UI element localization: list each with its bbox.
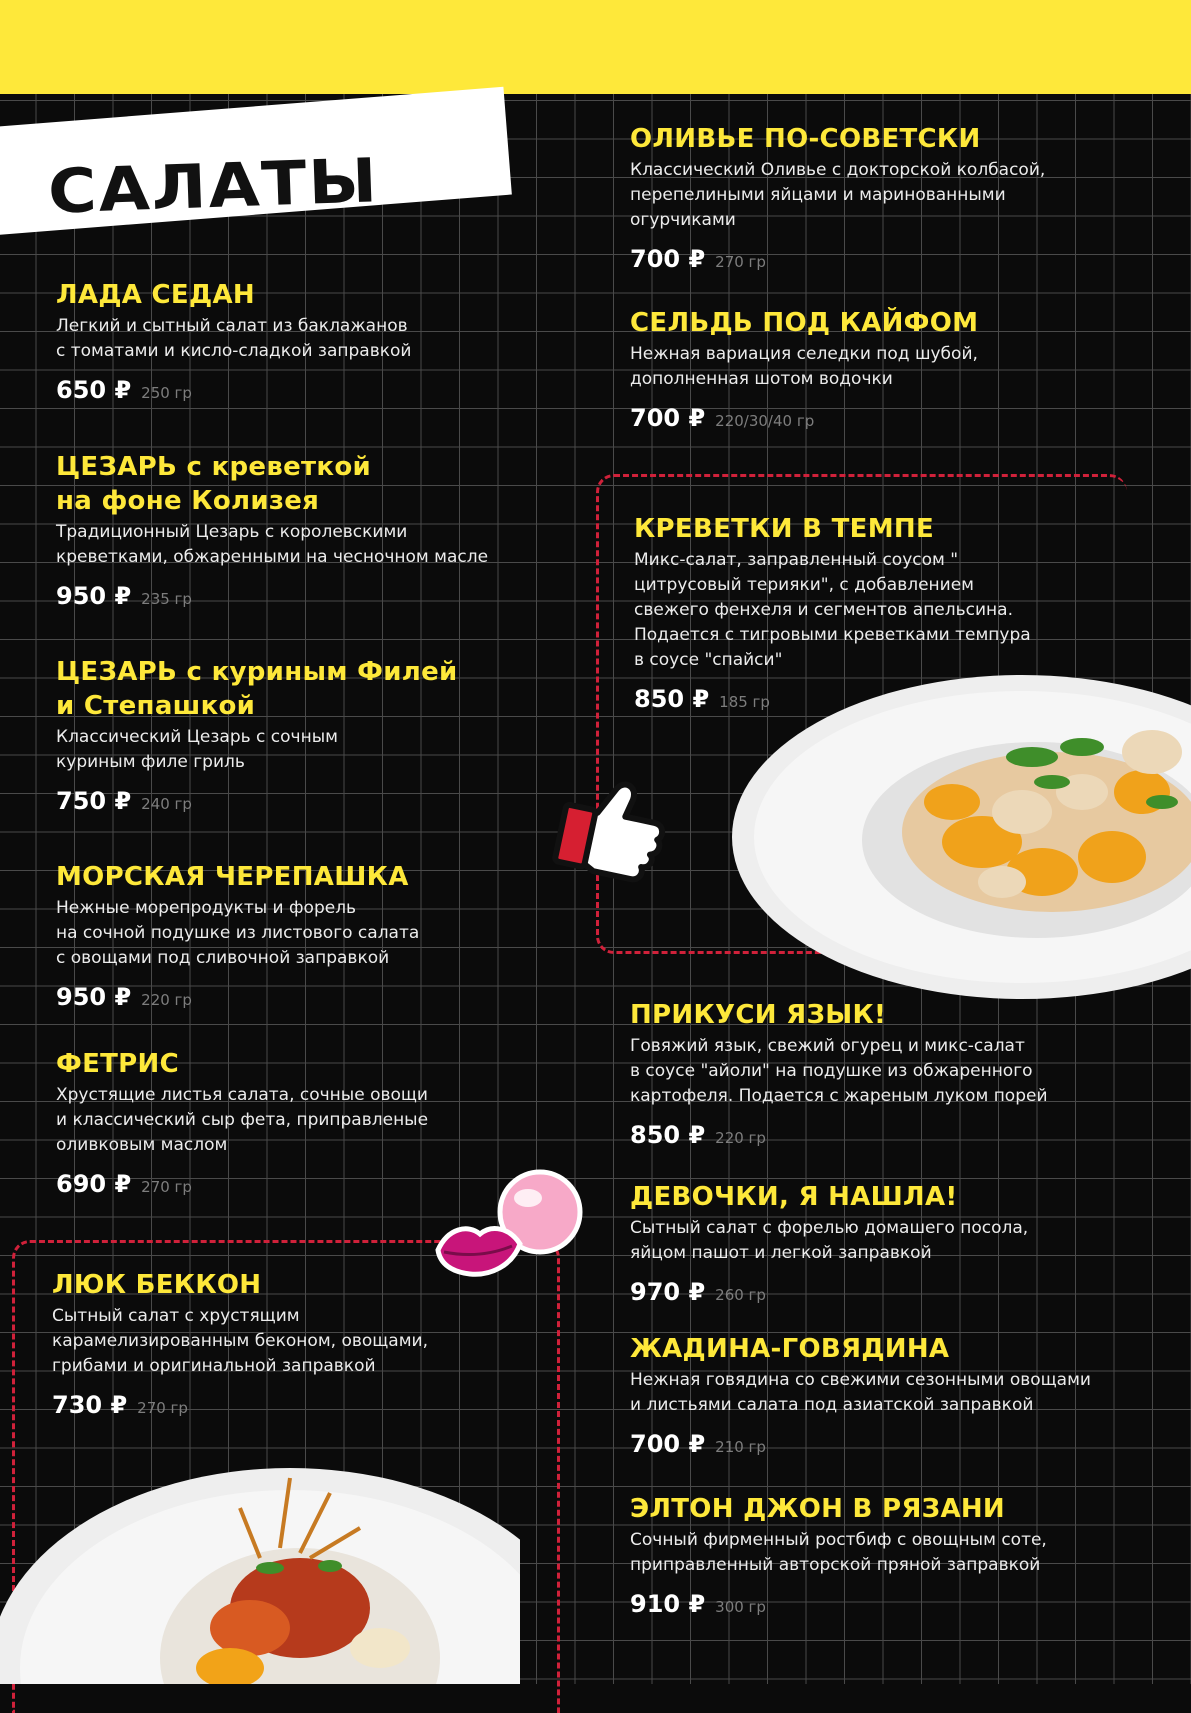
menu-item [630, 1180, 1170, 1306]
menu-item [630, 1492, 1170, 1618]
item-name [630, 1332, 1180, 1366]
item-price: 730 ₽ [52, 1391, 128, 1419]
item-price: 650 ₽ [56, 376, 132, 404]
item-desc-line: грибами и оригинальной заправкой [52, 1356, 376, 1376]
item-desc-line: Говяжий язык, свежий огурец и микс-салат [630, 1036, 1025, 1056]
item-price: 700 ₽ [630, 245, 706, 273]
price-row [630, 404, 1170, 432]
item-weight: 220 гр [715, 1129, 766, 1147]
item-desc-line: куриным филе гриль [56, 752, 245, 772]
item-name [630, 1492, 1170, 1526]
item-desc-line: картофеля. Подается с жареным луком порей [630, 1086, 1048, 1106]
item-desc-line: Нежная вариация селедки под шубой, [630, 344, 978, 364]
item-desc-line: в соусе "айоли" на подушке из обжаренного [630, 1061, 1033, 1081]
item-name-line: и Степашкой [56, 691, 256, 721]
item-desc-line: с овощами под сливочной заправкой [56, 948, 390, 968]
item-description [56, 520, 596, 570]
menu-item [630, 122, 1170, 273]
menu-item [56, 278, 576, 404]
item-weight: 235 гр [141, 590, 192, 608]
item-price: 750 ₽ [56, 787, 132, 815]
item-desc-line: Легкий и сытный салат из баклажанов [56, 316, 408, 336]
item-desc-line: Классический Цезарь с сочным [56, 727, 338, 747]
item-desc-line: приправленный авторской пряной заправкой [630, 1555, 1041, 1575]
price-row [630, 1590, 1170, 1618]
item-name [634, 512, 1134, 546]
item-desc-line: с томатами и кисло-сладкой заправкой [56, 341, 412, 361]
item-name-line: ЭЛТОН ДЖОН В РЯЗАНИ [630, 1494, 1005, 1524]
item-weight: 220/30/40 гр [715, 412, 815, 430]
item-desc-line: Хрустящие листья салата, сочные овощи [56, 1085, 428, 1105]
item-weight: 240 гр [141, 795, 192, 813]
item-name-line: ЖАДИНА-ГОВЯДИНА [630, 1334, 950, 1364]
item-price: 690 ₽ [56, 1170, 132, 1198]
item-price: 910 ₽ [630, 1590, 706, 1618]
item-weight: 185 гр [719, 693, 770, 711]
item-name [56, 278, 576, 312]
item-name-line: ОЛИВЬЕ ПО-СОВЕТСКИ [630, 124, 981, 154]
item-price: 850 ₽ [630, 1121, 706, 1149]
item-name-line: ФЕТРИС [56, 1049, 179, 1079]
item-name-line: ЛЮК БЕККОН [52, 1270, 262, 1300]
price-row [630, 245, 1170, 273]
item-price: 970 ₽ [630, 1278, 706, 1306]
item-weight: 270 гр [137, 1399, 188, 1417]
menu-item [56, 860, 576, 1011]
price-row [56, 787, 576, 815]
item-desc-line: Сочный фирменный ростбиф с овощным соте, [630, 1530, 1047, 1550]
price-row [630, 1121, 1170, 1149]
item-desc-line: и классический сыр фета, приправленые [56, 1110, 429, 1130]
item-desc-line: Сытный салат с хрустящим [52, 1306, 300, 1326]
item-name-line: ЦЕЗАРЬ с креветкой [56, 452, 372, 482]
shrimp-salad-photo [722, 672, 1191, 1002]
menu-item [56, 450, 596, 610]
item-weight: 220 гр [141, 991, 192, 1009]
item-desc-line: и листьями салата под азиатской заправкой [630, 1395, 1034, 1415]
lips-bubblegum-icon [430, 1168, 590, 1288]
item-description [634, 548, 1134, 673]
item-desc-line: свежего фенхеля и сегментов апельсина. [634, 600, 1013, 620]
item-description [56, 314, 576, 364]
item-desc-line: цитрусовый терияки", с добавлением [634, 575, 974, 595]
item-price: 850 ₽ [634, 685, 710, 713]
item-description [630, 1368, 1180, 1418]
item-desc-line: оливковым маслом [56, 1135, 228, 1155]
item-desc-line: Традиционный Цезарь с королевскими [56, 522, 408, 542]
item-desc-line: карамелизированным беконом, овощами, [52, 1331, 428, 1351]
price-row [630, 1278, 1170, 1306]
item-name-line: ДЕВОЧКИ, Я НАШЛА! [630, 1182, 958, 1212]
item-desc-line: яйцом пашот и легкой заправкой [630, 1243, 932, 1263]
item-desc-line: в соусе "спайси" [634, 650, 783, 670]
menu-item [52, 1268, 532, 1419]
item-name [630, 306, 1170, 340]
item-name-line: МОРСКАЯ ЧЕРЕПАШКА [56, 862, 409, 892]
item-weight: 260 гр [715, 1286, 766, 1304]
item-description [52, 1304, 532, 1379]
item-desc-line: Нежная говядина со свежими сезонными овощами [630, 1370, 1091, 1390]
item-desc-line: огурчиками [630, 210, 736, 230]
item-name [630, 122, 1170, 156]
item-weight: 300 гр [715, 1598, 766, 1616]
item-desc-line: Нежные морепродукты и форель [56, 898, 357, 918]
item-description [630, 1528, 1170, 1578]
item-weight: 250 гр [141, 384, 192, 402]
item-description [56, 896, 576, 971]
item-name [630, 998, 1170, 1032]
price-row [630, 1430, 1180, 1458]
price-row [56, 983, 576, 1011]
menu-item [630, 306, 1170, 432]
item-desc-line: Подается с тигровыми креветками темпура [634, 625, 1031, 645]
item-desc-line: дополненная шотом водочки [630, 369, 893, 389]
item-weight: 270 гр [141, 1178, 192, 1196]
item-desc-line: перепелиными яйцами и маринованными [630, 185, 1006, 205]
item-name-line: КРЕВЕТКИ В ТЕМПЕ [634, 514, 935, 544]
menu-item [630, 1332, 1180, 1458]
item-description [630, 1216, 1170, 1266]
item-desc-line: на сочной подушке из листового салата [56, 923, 420, 943]
item-name-line: ПРИКУСИ ЯЗЫК! [630, 1000, 887, 1030]
item-price: 950 ₽ [56, 983, 132, 1011]
item-name-line: на фоне Колизея [56, 486, 320, 516]
item-description [56, 725, 576, 775]
item-name-line: СЕЛЬДЬ ПОД КАЙФОМ [630, 308, 979, 338]
item-price: 700 ₽ [630, 1430, 706, 1458]
bacon-salad-photo [0, 1448, 520, 1684]
item-description [630, 1034, 1170, 1109]
item-name [630, 1180, 1170, 1214]
item-name-line: ЦЕЗАРЬ с куриным Филей [56, 657, 458, 687]
item-price: 950 ₽ [56, 582, 132, 610]
item-name [56, 450, 596, 518]
item-name [56, 860, 576, 894]
item-weight: 270 гр [715, 253, 766, 271]
thumbs-up-icon [548, 768, 674, 894]
item-desc-line: Микс-салат, заправленный соусом " [634, 550, 959, 570]
item-desc-line: креветками, обжаренными на чесночном масле [56, 547, 489, 567]
item-price: 700 ₽ [630, 404, 706, 432]
top-yellow-bar [0, 0, 1191, 94]
item-description [56, 1083, 576, 1158]
item-description [630, 342, 1170, 392]
price-row [56, 376, 576, 404]
page-title: САЛАТЫ [46, 145, 380, 228]
item-name [56, 1047, 576, 1081]
menu-item [630, 998, 1170, 1149]
price-row [56, 582, 596, 610]
item-desc-line: Сытный салат с форелью домашего посола, [630, 1218, 1029, 1238]
item-desc-line: Классический Оливье с докторской колбасой, [630, 160, 1046, 180]
item-name [56, 655, 576, 723]
item-name-line: ЛАДА СЕДАН [56, 280, 255, 310]
price-row [52, 1391, 532, 1419]
item-description [630, 158, 1170, 233]
item-weight: 210 гр [715, 1438, 766, 1456]
menu-item [56, 655, 576, 815]
